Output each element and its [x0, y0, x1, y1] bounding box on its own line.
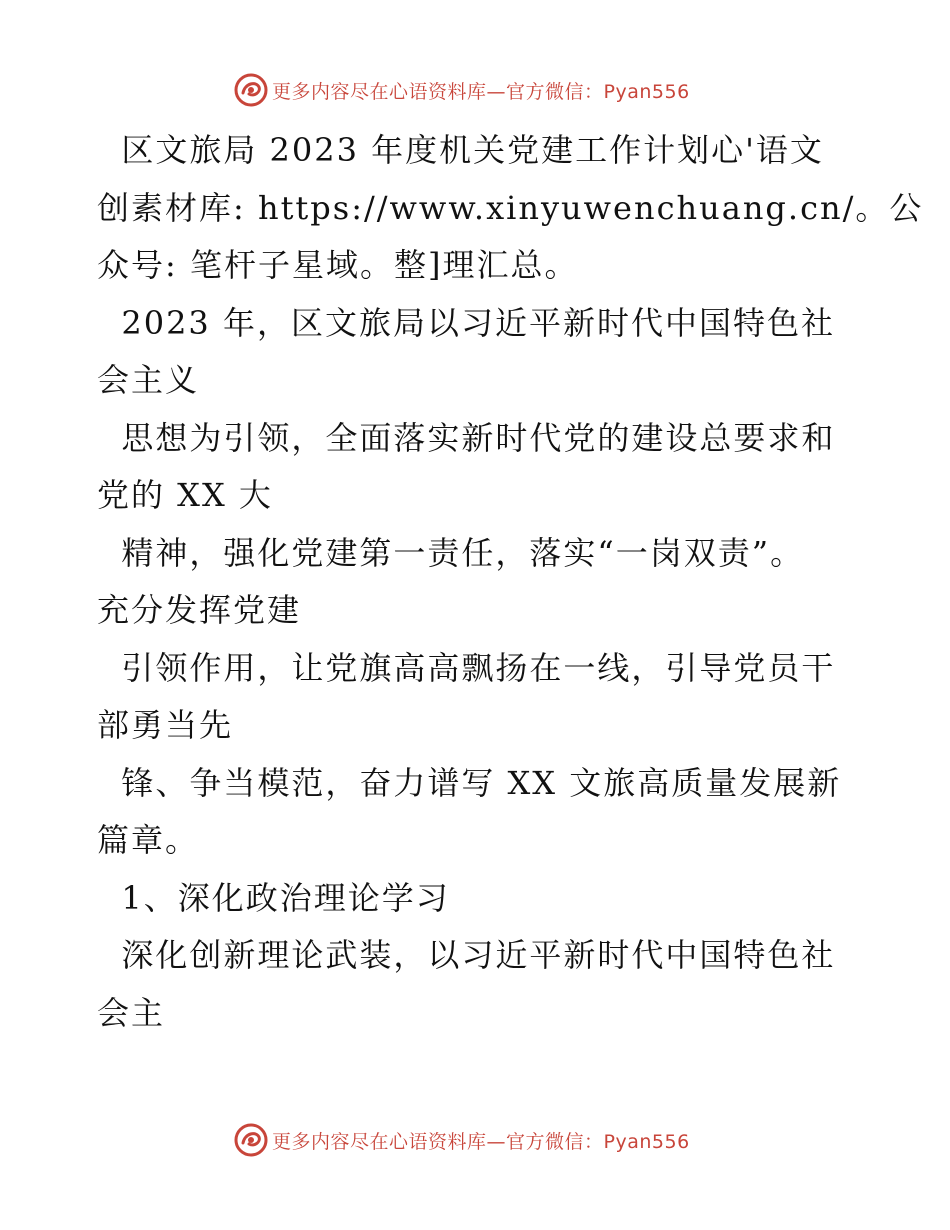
document-body — [97, 122, 924, 1042]
text-line: 充分发挥党建 — [97, 591, 302, 629]
section-heading: 1、深化政治理论学习 — [97, 878, 450, 917]
swirl-seal-icon — [234, 73, 268, 107]
text-line: 区文旅局 2023 年度机关党建工作计划心'语文 — [97, 131, 824, 169]
header-watermark-text: 更多内容尽在心语资料库—官方微信：Pyan556 — [272, 80, 690, 103]
text-line: 引领作用，让党旗高高飘扬在一线，引导党员干 — [97, 648, 836, 687]
text-line: 众号: 笔杆子星域。整]理汇总。 — [97, 246, 579, 284]
footer-watermark-text: 更多内容尽在心语资料库—官方微信：Pyan556 — [272, 1130, 690, 1153]
header-watermark-banner — [234, 72, 690, 108]
text-line: 部勇当先 — [97, 706, 234, 744]
text-line: 党的 XX 大 — [97, 476, 273, 514]
text-line: 锋、争当模范，奋力谱写 XX 文旅高质量发展新 — [97, 763, 842, 802]
footer-watermark-banner — [234, 1122, 690, 1158]
text-line: 思想为引领，全面落实新时代党的建设总要求和 — [97, 418, 836, 457]
text-line: 会主 — [97, 993, 166, 1032]
text-line: 创素材库: https://www.xinyuwenchuang.cn/。公 — [97, 188, 924, 227]
text-line: 篇章。 — [97, 821, 200, 859]
text-line: 会主义 — [97, 361, 200, 399]
text-line: 精神，强化党建第一责任，落实“一岗双责”。 — [97, 533, 805, 572]
text-line: 深化创新理论武装，以习近平新时代中国特色社 — [97, 936, 836, 974]
swirl-seal-icon — [234, 1123, 268, 1157]
text-line: 2023 年，区文旅局以习近平新时代中国特色社 — [97, 303, 835, 342]
